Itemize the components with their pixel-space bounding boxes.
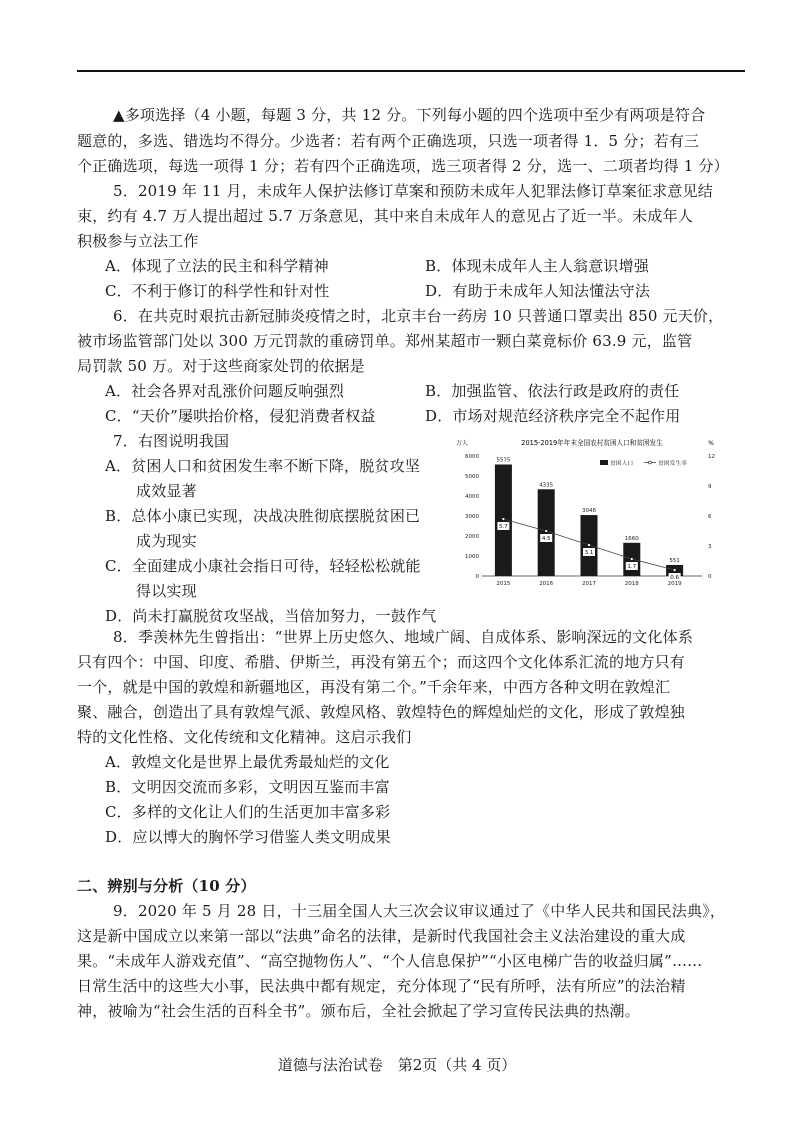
q6-stem-line-2: 被市场监管部门处以 300 万元罚款的重磅罚单。郑州某超市一颗白菜竟标价 63.9 元，监管 (77, 332, 693, 350)
q7-option-a: A．贫困人口和贫困发生率不断下降，脱贫攻坚 (105, 457, 421, 475)
rate-value-label: 3.1 (584, 550, 594, 556)
q6-option-a: A．社会各界对乱涨价问题反响强烈 (105, 382, 345, 400)
q9-stem-line-1: 9．2020 年 5 月 28 日，十三届全国人大三次会议审议通过了《中华人民共和国民法典》， (113, 902, 726, 920)
rate-point-2018 (630, 558, 633, 561)
q7-option-d: D．尚未打赢脱贫攻坚战，当倍加努力，一鼓作气 (105, 607, 437, 625)
legend-label-line: 贫困发生率 (658, 461, 687, 467)
legend-swatch-point (649, 461, 652, 464)
q5-stem-line-1: 5．2019 年 11 月，未成年人保护法修订草案和预防未成年人犯罪法修订草案征求意见结 (113, 182, 713, 200)
x-tick-label: 2019 (667, 581, 682, 587)
left-tick-label: 3000 (465, 514, 479, 520)
q7-option-c-cont: 得以实现 (136, 582, 197, 600)
bar-value-label: 5575 (496, 457, 511, 464)
q5-option-c: C．不利于修订的科学性和针对性 (105, 282, 330, 300)
poverty-chart (452, 436, 720, 588)
left-tick-label: 5000 (465, 474, 479, 480)
section-instruction-line-1: ▲多项选择（4 小题，每题 3 分，共 12 分。下列每小题的四个选项中至少有两项是符合 (113, 106, 706, 124)
q8-option-b: B．文明因交流而多彩，文明因互鉴而丰富 (105, 778, 390, 796)
right-tick-label: 3 (708, 544, 712, 550)
rate-point-2015 (502, 518, 505, 521)
left-axis-unit: 万人 (456, 440, 469, 447)
rate-point-2017 (588, 544, 591, 547)
right-axis-unit: % (708, 440, 714, 447)
rate-value-label: 4.5 (541, 536, 551, 542)
chart-legend (600, 459, 687, 467)
rate-point-2019 (673, 569, 676, 572)
q5-option-a: A．体现了立法的民主和科学精神 (105, 257, 329, 275)
rate-point-2016 (545, 530, 548, 533)
x-tick-label: 2018 (624, 581, 639, 587)
q8-stem-line-5: 特的文化性格、文化传统和文化精神。这启示我们 (77, 728, 412, 746)
left-tick-label: 4000 (465, 494, 479, 500)
x-tick-label: 2016 (539, 581, 554, 587)
section-heading-discuss: 二、辨别与分析（10 分） (77, 877, 256, 895)
bar-value-label: 4335 (539, 482, 554, 489)
chart-title: 2015-2019年年末全国农村贫困人口和贫困发生 (521, 439, 663, 447)
rate-value-label: 1.7 (627, 564, 637, 570)
q7-option-a-cont: 成效显著 (136, 482, 197, 500)
left-tick-label: 6000 (465, 454, 479, 460)
q9-stem-line-5: 神，被喻为“社会生活的百科全书”。颁布后，全社会掀起了学习宣传民法典的热潮。 (77, 1002, 640, 1020)
poverty-chart-svg (452, 436, 720, 588)
bar-value-label: 551 (669, 557, 680, 564)
q5-stem-line-3: 积极参与立法工作 (77, 232, 199, 250)
legend-label-bars: 贫困人口 (610, 461, 634, 467)
q8-stem-line-2: 只有四个：中国、印度、希腊、伊斯兰，再没有第五个；而这四个文化体系汇流的地方只有 (77, 653, 686, 671)
left-tick-label: 2000 (465, 534, 479, 540)
q6-option-b: B．加强监管、依法行政是政府的责任 (425, 382, 680, 400)
page-footer: 道德与法治试卷 第2页（共 4 页） (277, 1056, 517, 1074)
top-rule (77, 70, 745, 72)
right-tick-label: 0 (708, 574, 712, 580)
q7-option-c: C．全面建成小康社会指日可待，轻轻松松就能 (105, 557, 421, 575)
chart-bars (495, 458, 683, 588)
x-tick-label: 2017 (582, 581, 596, 587)
x-tick-label: 2015 (496, 581, 511, 587)
bar-value-label: 3046 (582, 508, 596, 515)
right-tick-label: 9 (708, 484, 712, 490)
q6-option-c: C．“天价”屡哄抬价格，侵犯消费者权益 (105, 407, 376, 425)
q8-option-d: D．应以博大的胸怀学习借鉴人类文明成果 (105, 828, 391, 846)
q9-stem-line-2: 这是新中国成立以来第一部以“法典”命名的法律，是新时代我国社会主义法治建设的重大成 (77, 927, 686, 945)
q5-option-b: B．体现未成年人主人翁意识增强 (425, 257, 650, 275)
bar-value-label: 1660 (624, 535, 639, 542)
q6-stem-line-3: 局罚款 50 万。对于这些商家处罚的依据是 (77, 357, 365, 375)
section-instruction-line-2: 题意的，多选、错选均不得分。少选者：若有两个正确选项，只选一项者得 1．5 分；若有三 (77, 132, 700, 150)
q7-option-b: B．总体小康已实现，决战决胜彻底摆脱贫困已 (105, 507, 421, 525)
right-tick-label: 12 (708, 454, 715, 460)
q8-option-a: A．敦煌文化是世界上最优秀最灿烂的文化 (105, 753, 390, 771)
q6-stem-line-1: 6．在共克时艰抗击新冠肺炎疫情之时，北京丰台一药房 10 只普通口罩卖出 850 元天价， (113, 307, 724, 325)
legend-swatch-bars (600, 460, 608, 465)
q8-stem-line-3: 一个，就是中国的敦煌和新疆地区，再没有第二个。”千余年来，中西方各种文明在敦煌汇 (77, 678, 671, 696)
q8-option-c: C．多样的文化让人们的生活更加丰富多彩 (105, 803, 391, 821)
q9-stem-line-3: 果。“未成年人游戏充值”、“高空抛物伤人”、“个人信息保护”“小区电梯广告的收益归属”…… (77, 952, 703, 970)
rate-value-label: 0.6 (670, 575, 679, 581)
q5-stem-line-2: 束，约有 4.7 万人提出超过 5.7 万条意见，其中来自未成年人的意见占了近一半。未成年人 (77, 207, 693, 225)
q6-option-d: D．市场对规范经济秩序完全不起作用 (425, 407, 681, 425)
q9-stem-line-4: 日常生活中的这些大小事，民法典中都有规定，充分体现了“民有所呼，法有所应”的法治精 (77, 977, 686, 995)
q5-option-d: D．有助于未成年人知法懂法守法 (425, 282, 651, 300)
q8-stem-line-4: 聚、融合，创造出了具有敦煌气派、敦煌风格、敦煌特色的辉煌灿烂的文化，形成了敦煌独 (77, 703, 686, 721)
q8-stem-line-1: 8．季羡林先生曾指出：“世界上历史悠久、地域广阔、自成体系、影响深远的文化体系 (113, 628, 694, 646)
right-tick-label: 6 (708, 514, 712, 520)
left-tick-label: 0 (475, 574, 479, 580)
section-instruction-line-3: 个正确选项，每选一项得 1 分；若有四个正确选项，选三项者得 2 分，选一、二项者均得 1 分） (77, 157, 729, 175)
q7-option-b-cont: 成为现实 (136, 532, 197, 550)
rate-value-label: 5.7 (499, 524, 508, 530)
q7-stem: 7．右图说明我国 (113, 432, 230, 450)
left-tick-label: 1000 (465, 554, 479, 560)
